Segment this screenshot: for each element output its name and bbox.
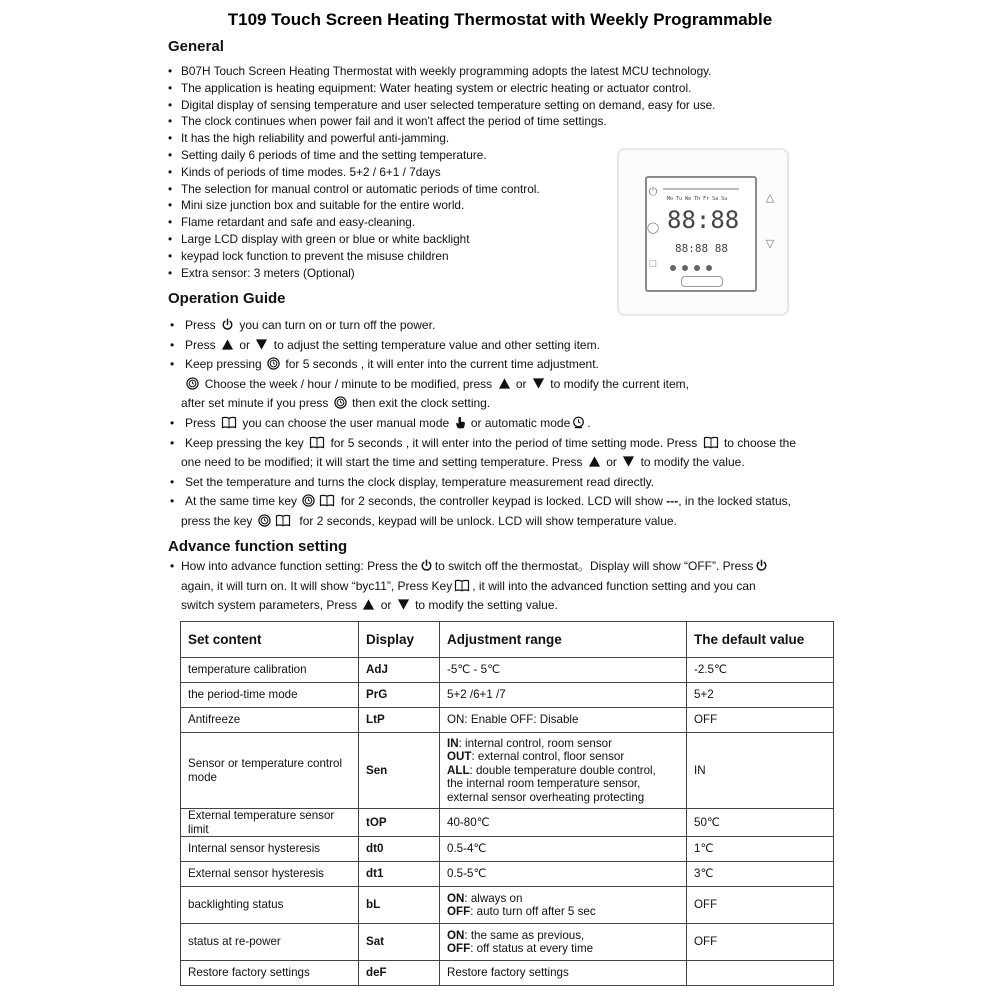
cell-default-value: OFF	[687, 708, 834, 733]
operation-item-continued: Choose the week / hour / minute to be modified, press or to modify the current item,	[168, 375, 848, 395]
range-text: : the same as previous,	[464, 928, 585, 942]
range-text: : always on	[464, 891, 523, 905]
cell-set-content: backlighting status	[181, 887, 359, 924]
operation-item: • Keep pressing the key for 5 seconds , it will enter into the period of time setting mode. Press to choose the	[168, 434, 848, 454]
cell-default-value: 50℃	[687, 809, 834, 837]
table-header-row	[181, 622, 834, 658]
power-icon	[420, 559, 433, 572]
book-icon	[221, 416, 237, 429]
cell-display: AdJ	[359, 658, 440, 683]
cell-adjustment-range	[440, 733, 687, 809]
clock-icon	[302, 494, 315, 507]
general-item: • Setting daily 6 periods of time and the setting temperature.	[168, 147, 715, 164]
book-icon	[319, 494, 335, 507]
range-label: OUT	[447, 750, 472, 764]
range-label: ON	[447, 891, 465, 905]
operation-item: • Press you can choose the user manual mode or automatic mode .	[168, 414, 848, 434]
book-icon	[309, 436, 325, 449]
cell-adjustment-range: Restore factory settings	[440, 961, 687, 986]
general-item: • The application is heating equipment: Water heating system or electric heating or actuator control.	[168, 80, 715, 97]
cell-adjustment-range: 5+2 /6+1 /7	[440, 683, 687, 708]
advance-item: • How into advance function setting: Press the to switch off the thermostat。Display will show “OFF”. Press again, it will turn on. It will show “byc11”, Press Key , it will into the advanced function setting and you can switch system parameters, Press or to modify the setting value.	[168, 557, 848, 616]
up-arrow-icon	[498, 377, 511, 390]
cell-display: bL	[359, 887, 440, 924]
auto-mode-icon	[572, 416, 585, 429]
range-text: external sensor overheating protecting	[447, 790, 645, 804]
table-row	[181, 961, 834, 986]
general-item: • It has the high reliability and powerful anti-jamming.	[168, 130, 715, 147]
advance-settings-table	[180, 621, 834, 986]
down-arrow-icon	[622, 455, 635, 468]
range-line	[447, 777, 679, 791]
operation-item: • Press you can turn on or turn off the power.	[168, 316, 848, 336]
thermostat-screen	[645, 176, 757, 292]
general-item: • Flame retardant and safe and easy-cleaning.	[168, 214, 715, 231]
cell-default-value: 1℃	[687, 837, 834, 862]
range-line	[447, 929, 679, 943]
cell-set-content: temperature calibration	[181, 658, 359, 683]
svg-text:Mo Tu We Th Fr Sa Su: Mo Tu We Th Fr Sa Su	[667, 196, 728, 202]
cell-default-value: IN	[687, 733, 834, 809]
general-item: • The clock continues when power fail and it won't affect the period of time settings.	[168, 113, 715, 130]
table-row	[181, 658, 834, 683]
range-line	[447, 892, 679, 906]
cell-display: LtP	[359, 708, 440, 733]
operation-heading: Operation Guide	[168, 290, 286, 307]
general-item: • B07H Touch Screen Heating Thermostat with weekly programming adopts the latest MCU technology.	[168, 63, 715, 80]
cell-display: PrG	[359, 683, 440, 708]
down-arrow-icon	[255, 338, 268, 351]
device-up-icon: △	[765, 192, 775, 204]
operation-item: • Set the temperature and turns the clock display, temperature measurement read directly.	[168, 473, 848, 493]
cell-set-content: Sensor or temperature control mode	[181, 733, 359, 809]
range-label: ALL	[447, 763, 470, 777]
general-item: • Kinds of periods of time modes. 5+2 / 6+1 / 7days	[168, 164, 715, 181]
operation-item: • Press or to adjust the setting temperature value and other setting item.	[168, 336, 848, 356]
cell-adjustment-range: 0.5-5℃	[440, 862, 687, 887]
cell-display: Sen	[359, 733, 440, 809]
range-text: the internal room temperature sensor,	[447, 777, 641, 791]
thermostat-image	[617, 148, 789, 316]
cell-set-content: External temperature sensor limit	[181, 809, 359, 837]
general-item: • keypad lock function to prevent the misuse children	[168, 248, 715, 265]
cell-display: tOP	[359, 809, 440, 837]
table-row	[181, 924, 834, 961]
cell-display: deF	[359, 961, 440, 986]
general-item: • The selection for manual control or automatic periods of time control.	[168, 181, 715, 198]
cell-display: dt0	[359, 837, 440, 862]
book-icon	[275, 514, 291, 527]
range-text: : auto turn off after 5 sec	[470, 905, 596, 918]
cell-set-content: status at re-power	[181, 924, 359, 961]
hand-icon	[455, 416, 466, 429]
header-default-value: The default value	[687, 622, 834, 658]
book-icon	[703, 436, 719, 449]
cell-display: Sat	[359, 924, 440, 961]
cell-adjustment-range	[440, 924, 687, 961]
clock-icon	[334, 396, 347, 409]
device-clock-icon: ◯	[646, 222, 660, 234]
general-item: • Extra sensor: 3 meters (Optional)	[168, 265, 715, 282]
power-icon	[221, 318, 234, 331]
cell-adjustment-range: ON: Enable OFF: Disable	[440, 708, 687, 733]
device-power-icon: ⏻	[648, 186, 658, 198]
general-heading: General	[168, 38, 224, 55]
table-row	[181, 809, 834, 837]
clock-icon	[186, 377, 199, 390]
cell-set-content: the period-time mode	[181, 683, 359, 708]
operation-item-continued: press the key for 2 seconds, keypad will be unlock. LCD will show temperature value.	[181, 513, 677, 528]
cell-set-content: External sensor hysteresis	[181, 862, 359, 887]
cell-default-value: 5+2	[687, 683, 834, 708]
range-line	[447, 791, 679, 805]
cell-set-content: Restore factory settings	[181, 961, 359, 986]
table-row	[181, 708, 834, 733]
cell-adjustment-range: 0.5-4℃	[440, 837, 687, 862]
range-text: : external control, floor sensor	[471, 750, 625, 764]
table-row	[181, 733, 834, 809]
cell-default-value	[687, 961, 834, 986]
up-arrow-icon	[588, 455, 601, 468]
operation-item: • At the same time key for 2 seconds, the controller keypad is locked. LCD will show ---, in the locked status,	[168, 492, 848, 512]
operation-item: • Keep pressing for 5 seconds , it will enter into the current time adjustment.	[168, 355, 848, 375]
advance-list	[168, 557, 848, 616]
header-adjustment-range: Adjustment range	[440, 622, 687, 658]
range-line	[447, 764, 679, 778]
general-item: • Large LCD display with green or blue or white backlight	[168, 231, 715, 248]
cell-set-content: Internal sensor hysteresis	[181, 837, 359, 862]
cell-display: dt1	[359, 862, 440, 887]
header-set-content: Set content	[181, 622, 359, 658]
range-line	[447, 737, 679, 751]
cell-default-value: OFF	[687, 887, 834, 924]
operation-item-continued: after set minute if you press then exit the clock setting.	[181, 396, 491, 411]
range-label: IN	[447, 736, 459, 750]
lcd-big-digits: 88:88	[667, 206, 740, 234]
header-display: Display	[359, 622, 440, 658]
range-text: : off status at every time	[470, 942, 594, 955]
table-row	[181, 837, 834, 862]
up-arrow-icon	[362, 598, 375, 611]
lcd-small-digits: 88:88 88	[675, 242, 728, 255]
device-book-icon: □	[649, 258, 657, 270]
range-label: OFF	[447, 942, 471, 955]
cell-default-value: -2.5℃	[687, 658, 834, 683]
cell-adjustment-range: 40-80℃	[440, 809, 687, 837]
power-icon	[755, 559, 768, 572]
device-logo	[681, 276, 723, 287]
range-text: : internal control, room sensor	[458, 736, 612, 750]
lcd-display	[661, 186, 741, 280]
table-row	[181, 862, 834, 887]
device-down-icon: ▽	[765, 238, 775, 250]
range-text: : double temperature double control,	[469, 763, 656, 777]
up-arrow-icon	[221, 338, 234, 351]
document-title: T109 Touch Screen Heating Thermostat with Weekly Programmable	[227, 10, 773, 29]
cell-adjustment-range: -5℃ - 5℃	[440, 658, 687, 683]
down-arrow-icon	[397, 598, 410, 611]
book-icon	[454, 579, 470, 592]
advance-heading: Advance function setting	[168, 538, 348, 555]
down-arrow-icon	[532, 377, 545, 390]
cell-default-value: 3℃	[687, 862, 834, 887]
range-label: ON	[447, 928, 465, 942]
table-row	[181, 683, 834, 708]
cell-set-content: Antifreeze	[181, 708, 359, 733]
general-item: • Mini size junction box and suitable for the entire world.	[168, 197, 715, 214]
operation-list	[168, 316, 848, 532]
clock-icon	[267, 357, 280, 370]
clock-icon	[258, 514, 271, 527]
general-item: • Digital display of sensing temperature and user selected temperature setting on demand, easy for use.	[168, 97, 715, 114]
range-label: OFF	[447, 905, 471, 918]
range-line	[447, 942, 679, 956]
table-row	[181, 887, 834, 924]
cell-adjustment-range	[440, 887, 687, 924]
range-line	[447, 905, 679, 919]
operation-item-continued: one need to be modified; it will start the time and setting temperature. Press or to modify the value.	[181, 455, 745, 470]
cell-default-value: OFF	[687, 924, 834, 961]
range-line	[447, 750, 679, 764]
